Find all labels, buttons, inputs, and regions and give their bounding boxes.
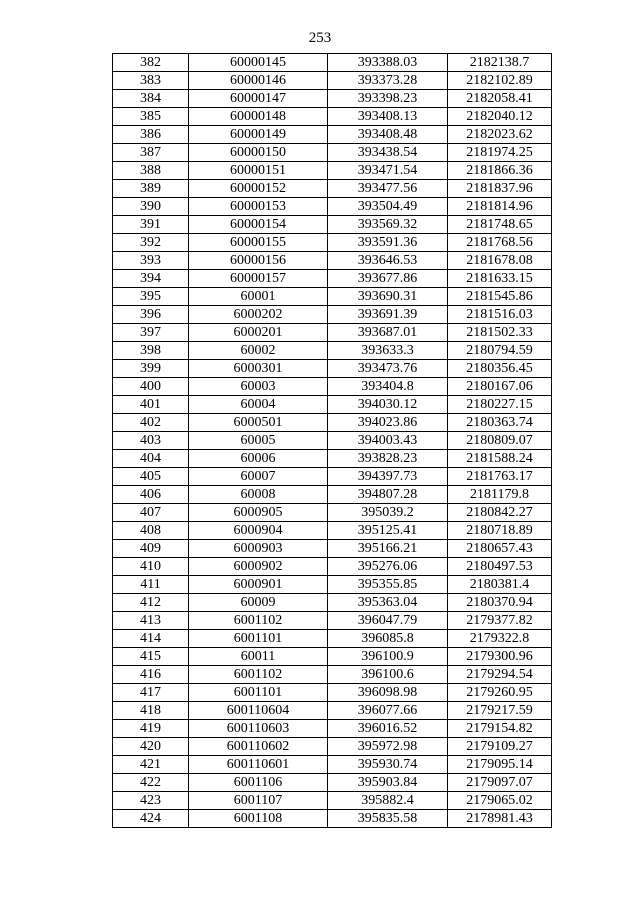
- table-row: [113, 702, 552, 720]
- y-coordinate-cell: 2180794.59: [448, 342, 552, 360]
- point-id-cell: 60000156: [189, 252, 328, 270]
- table-row: [113, 648, 552, 666]
- y-coordinate-cell: 2181748.65: [448, 216, 552, 234]
- table-row: [113, 144, 552, 162]
- y-coordinate-cell: 2180381.4: [448, 576, 552, 594]
- row-index-cell: 405: [113, 468, 189, 486]
- row-index-cell: 402: [113, 414, 189, 432]
- x-coordinate-cell: 396100.9: [328, 648, 448, 666]
- y-coordinate-cell: 2182023.62: [448, 126, 552, 144]
- point-id-cell: 60007: [189, 468, 328, 486]
- y-coordinate-cell: 2180842.27: [448, 504, 552, 522]
- y-coordinate-cell: 2179377.82: [448, 612, 552, 630]
- y-coordinate-cell: 2181763.17: [448, 468, 552, 486]
- y-coordinate-cell: 2181768.56: [448, 234, 552, 252]
- table-row: [113, 378, 552, 396]
- x-coordinate-cell: 395125.41: [328, 522, 448, 540]
- row-index-cell: 396: [113, 306, 189, 324]
- y-coordinate-cell: 2181588.24: [448, 450, 552, 468]
- point-id-cell: 60002: [189, 342, 328, 360]
- table-row: [113, 288, 552, 306]
- table-row: [113, 270, 552, 288]
- row-index-cell: 399: [113, 360, 189, 378]
- x-coordinate-cell: 393677.86: [328, 270, 448, 288]
- y-coordinate-cell: 2179322.8: [448, 630, 552, 648]
- coordinates-table-body: [113, 54, 552, 828]
- row-index-cell: 407: [113, 504, 189, 522]
- y-coordinate-cell: 2181814.96: [448, 198, 552, 216]
- table-row: [113, 126, 552, 144]
- point-id-cell: 60000148: [189, 108, 328, 126]
- x-coordinate-cell: 396077.66: [328, 702, 448, 720]
- point-id-cell: 60000151: [189, 162, 328, 180]
- table-row: [113, 216, 552, 234]
- table-row: [113, 234, 552, 252]
- row-index-cell: 404: [113, 450, 189, 468]
- point-id-cell: 60009: [189, 594, 328, 612]
- y-coordinate-cell: 2180718.89: [448, 522, 552, 540]
- row-index-cell: 394: [113, 270, 189, 288]
- y-coordinate-cell: 2179217.59: [448, 702, 552, 720]
- table-row: [113, 468, 552, 486]
- x-coordinate-cell: 393690.31: [328, 288, 448, 306]
- point-id-cell: 6001106: [189, 774, 328, 792]
- x-coordinate-cell: 396047.79: [328, 612, 448, 630]
- x-coordinate-cell: 394023.86: [328, 414, 448, 432]
- x-coordinate-cell: 395276.06: [328, 558, 448, 576]
- point-id-cell: 60000152: [189, 180, 328, 198]
- point-id-cell: 60003: [189, 378, 328, 396]
- x-coordinate-cell: 393408.13: [328, 108, 448, 126]
- point-id-cell: 60000150: [189, 144, 328, 162]
- point-id-cell: 60004: [189, 396, 328, 414]
- table-row: [113, 540, 552, 558]
- row-index-cell: 410: [113, 558, 189, 576]
- table-row: [113, 684, 552, 702]
- table-row: [113, 360, 552, 378]
- x-coordinate-cell: 395835.58: [328, 810, 448, 828]
- x-coordinate-cell: 393471.54: [328, 162, 448, 180]
- y-coordinate-cell: 2180370.94: [448, 594, 552, 612]
- point-id-cell: 60001: [189, 288, 328, 306]
- x-coordinate-cell: 396098.98: [328, 684, 448, 702]
- point-id-cell: 60000157: [189, 270, 328, 288]
- y-coordinate-cell: 2179154.82: [448, 720, 552, 738]
- row-index-cell: 392: [113, 234, 189, 252]
- x-coordinate-cell: 395972.98: [328, 738, 448, 756]
- y-coordinate-cell: 2180809.07: [448, 432, 552, 450]
- row-index-cell: 421: [113, 756, 189, 774]
- y-coordinate-cell: 2179097.07: [448, 774, 552, 792]
- point-id-cell: 60000155: [189, 234, 328, 252]
- point-id-cell: 600110603: [189, 720, 328, 738]
- x-coordinate-cell: 393828.23: [328, 450, 448, 468]
- point-id-cell: 6001101: [189, 630, 328, 648]
- point-id-cell: 60005: [189, 432, 328, 450]
- point-id-cell: 60006: [189, 450, 328, 468]
- row-index-cell: 382: [113, 54, 189, 72]
- x-coordinate-cell: 393388.03: [328, 54, 448, 72]
- row-index-cell: 384: [113, 90, 189, 108]
- row-index-cell: 403: [113, 432, 189, 450]
- row-index-cell: 406: [113, 486, 189, 504]
- x-coordinate-cell: 396100.6: [328, 666, 448, 684]
- row-index-cell: 385: [113, 108, 189, 126]
- row-index-cell: 386: [113, 126, 189, 144]
- y-coordinate-cell: 2180657.43: [448, 540, 552, 558]
- y-coordinate-cell: 2179109.27: [448, 738, 552, 756]
- x-coordinate-cell: 393477.56: [328, 180, 448, 198]
- row-index-cell: 387: [113, 144, 189, 162]
- point-id-cell: 6001108: [189, 810, 328, 828]
- page-number: 253: [308, 30, 332, 46]
- table-row: [113, 774, 552, 792]
- table-row: [113, 432, 552, 450]
- table-row: [113, 792, 552, 810]
- row-index-cell: 413: [113, 612, 189, 630]
- y-coordinate-cell: 2180167.06: [448, 378, 552, 396]
- table-row: [113, 162, 552, 180]
- y-coordinate-cell: 2181866.36: [448, 162, 552, 180]
- y-coordinate-cell: 2179300.96: [448, 648, 552, 666]
- row-index-cell: 390: [113, 198, 189, 216]
- point-id-cell: 6000905: [189, 504, 328, 522]
- row-index-cell: 409: [113, 540, 189, 558]
- y-coordinate-cell: 2182040.12: [448, 108, 552, 126]
- point-id-cell: 6001102: [189, 666, 328, 684]
- y-coordinate-cell: 2181837.96: [448, 180, 552, 198]
- row-index-cell: 418: [113, 702, 189, 720]
- row-index-cell: 398: [113, 342, 189, 360]
- row-index-cell: 389: [113, 180, 189, 198]
- row-index-cell: 415: [113, 648, 189, 666]
- table-row: [113, 738, 552, 756]
- x-coordinate-cell: 395882.4: [328, 792, 448, 810]
- x-coordinate-cell: 395355.85: [328, 576, 448, 594]
- x-coordinate-cell: 393633.3: [328, 342, 448, 360]
- y-coordinate-cell: 2180497.53: [448, 558, 552, 576]
- y-coordinate-cell: 2181502.33: [448, 324, 552, 342]
- point-id-cell: 6000903: [189, 540, 328, 558]
- table-row: [113, 324, 552, 342]
- table-row: [113, 180, 552, 198]
- y-coordinate-cell: 2180363.74: [448, 414, 552, 432]
- row-index-cell: 393: [113, 252, 189, 270]
- row-index-cell: 408: [113, 522, 189, 540]
- x-coordinate-cell: 395039.2: [328, 504, 448, 522]
- point-id-cell: 6000201: [189, 324, 328, 342]
- row-index-cell: 397: [113, 324, 189, 342]
- y-coordinate-cell: 2179294.54: [448, 666, 552, 684]
- y-coordinate-cell: 2179095.14: [448, 756, 552, 774]
- point-id-cell: 6001107: [189, 792, 328, 810]
- x-coordinate-cell: 396016.52: [328, 720, 448, 738]
- point-id-cell: 60000147: [189, 90, 328, 108]
- x-coordinate-cell: 393408.48: [328, 126, 448, 144]
- table-row: [113, 342, 552, 360]
- y-coordinate-cell: 2179260.95: [448, 684, 552, 702]
- x-coordinate-cell: 393373.28: [328, 72, 448, 90]
- x-coordinate-cell: 393473.76: [328, 360, 448, 378]
- row-index-cell: 424: [113, 810, 189, 828]
- row-index-cell: 391: [113, 216, 189, 234]
- table-row: [113, 594, 552, 612]
- row-index-cell: 423: [113, 792, 189, 810]
- y-coordinate-cell: 2182058.41: [448, 90, 552, 108]
- x-coordinate-cell: 395166.21: [328, 540, 448, 558]
- row-index-cell: 400: [113, 378, 189, 396]
- table-row: [113, 396, 552, 414]
- table-row: [113, 756, 552, 774]
- row-index-cell: 412: [113, 594, 189, 612]
- point-id-cell: 6000904: [189, 522, 328, 540]
- coordinates-table: [112, 53, 552, 828]
- table-row: [113, 306, 552, 324]
- x-coordinate-cell: 394030.12: [328, 396, 448, 414]
- point-id-cell: 60011: [189, 648, 328, 666]
- point-id-cell: 60008: [189, 486, 328, 504]
- point-id-cell: 6001101: [189, 684, 328, 702]
- y-coordinate-cell: 2181516.03: [448, 306, 552, 324]
- x-coordinate-cell: 394003.43: [328, 432, 448, 450]
- table-row: [113, 450, 552, 468]
- point-id-cell: 600110604: [189, 702, 328, 720]
- table-row: [113, 108, 552, 126]
- x-coordinate-cell: 395930.74: [328, 756, 448, 774]
- x-coordinate-cell: 393687.01: [328, 324, 448, 342]
- x-coordinate-cell: 393569.32: [328, 216, 448, 234]
- table-row: [113, 198, 552, 216]
- table-row: [113, 90, 552, 108]
- x-coordinate-cell: 393591.36: [328, 234, 448, 252]
- x-coordinate-cell: 396085.8: [328, 630, 448, 648]
- table-row: [113, 612, 552, 630]
- x-coordinate-cell: 393691.39: [328, 306, 448, 324]
- point-id-cell: 6001102: [189, 612, 328, 630]
- point-id-cell: 60000153: [189, 198, 328, 216]
- point-id-cell: 600110601: [189, 756, 328, 774]
- point-id-cell: 60000146: [189, 72, 328, 90]
- y-coordinate-cell: 2181678.08: [448, 252, 552, 270]
- y-coordinate-cell: 2180356.45: [448, 360, 552, 378]
- table-row: [113, 558, 552, 576]
- row-index-cell: 401: [113, 396, 189, 414]
- table-row: [113, 576, 552, 594]
- row-index-cell: 416: [113, 666, 189, 684]
- y-coordinate-cell: 2181179.8: [448, 486, 552, 504]
- y-coordinate-cell: 2180227.15: [448, 396, 552, 414]
- x-coordinate-cell: 393438.54: [328, 144, 448, 162]
- table-row: [113, 486, 552, 504]
- table-row: [113, 720, 552, 738]
- row-index-cell: 420: [113, 738, 189, 756]
- point-id-cell: 60000149: [189, 126, 328, 144]
- table-row: [113, 414, 552, 432]
- y-coordinate-cell: 2181974.25: [448, 144, 552, 162]
- y-coordinate-cell: 2181545.86: [448, 288, 552, 306]
- table-row: [113, 810, 552, 828]
- point-id-cell: 6000501: [189, 414, 328, 432]
- x-coordinate-cell: 393404.8: [328, 378, 448, 396]
- point-id-cell: 6000902: [189, 558, 328, 576]
- y-coordinate-cell: 2178981.43: [448, 810, 552, 828]
- table-row: [113, 54, 552, 72]
- point-id-cell: 6000301: [189, 360, 328, 378]
- x-coordinate-cell: 395903.84: [328, 774, 448, 792]
- row-index-cell: 417: [113, 684, 189, 702]
- table-row: [113, 252, 552, 270]
- row-index-cell: 414: [113, 630, 189, 648]
- point-id-cell: 60000154: [189, 216, 328, 234]
- x-coordinate-cell: 394807.28: [328, 486, 448, 504]
- table-row: [113, 630, 552, 648]
- row-index-cell: 419: [113, 720, 189, 738]
- x-coordinate-cell: 393646.53: [328, 252, 448, 270]
- point-id-cell: 60000145: [189, 54, 328, 72]
- y-coordinate-cell: 2179065.02: [448, 792, 552, 810]
- point-id-cell: 6000901: [189, 576, 328, 594]
- table-row: [113, 666, 552, 684]
- row-index-cell: 395: [113, 288, 189, 306]
- x-coordinate-cell: 393504.49: [328, 198, 448, 216]
- x-coordinate-cell: 393398.23: [328, 90, 448, 108]
- table-row: [113, 522, 552, 540]
- row-index-cell: 388: [113, 162, 189, 180]
- y-coordinate-cell: 2182102.89: [448, 72, 552, 90]
- point-id-cell: 600110602: [189, 738, 328, 756]
- row-index-cell: 422: [113, 774, 189, 792]
- x-coordinate-cell: 395363.04: [328, 594, 448, 612]
- y-coordinate-cell: 2182138.7: [448, 54, 552, 72]
- y-coordinate-cell: 2181633.15: [448, 270, 552, 288]
- table-row: [113, 72, 552, 90]
- table-row: [113, 504, 552, 522]
- point-id-cell: 6000202: [189, 306, 328, 324]
- x-coordinate-cell: 394397.73: [328, 468, 448, 486]
- row-index-cell: 411: [113, 576, 189, 594]
- row-index-cell: 383: [113, 72, 189, 90]
